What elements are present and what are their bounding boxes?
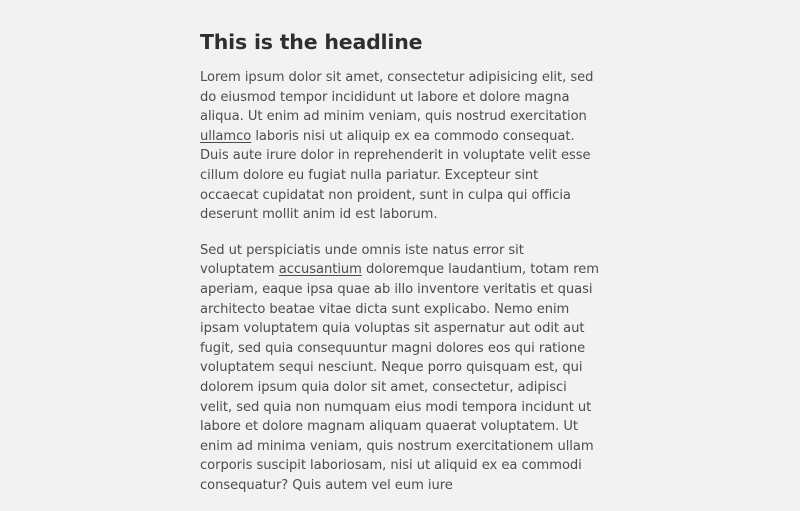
article [200, 28, 600, 511]
paragraph-1 [200, 68, 600, 225]
headline: This is the headline [200, 30, 423, 54]
link-accusantium[interactable]: accusantium [278, 262, 362, 278]
paragraph-2-text-end: doloremque laudantium, totam rem aperiam, eaque ipsa quae ab illo inventore veritatis et quasi architecto beatae vitae dicta sunt explicabo. Nemo enim ipsam voluptatem quia voluptas sit aspernatur aut odit aut fugit, sed quia consequuntur magni dolores eos qui ratione voluptatem sequi nesciunt. Neque porro quisquam est, qui dolorem ipsum quia dolor sit amet, consectetur, adipisci velit, sed quia non numquam eius modi tempora incidunt ut labore et dolore magnam aliquam quaerat voluptatem. Ut enim ad minima veniam, quis nostrum exercitationem ullam corporis suscipit laboriosam, nisi ut aliquid ex ea commodi consequatur? Quis autem vel eum iure [200, 262, 599, 493]
paragraph-2-text-start: Sed ut perspiciatis unde omnis iste natus error sit voluptatem [200, 242, 524, 278]
paragraph-1-text-start: Lorem ipsum dolor sit amet, consectetur adipisicing elit, sed do eiusmod tempor incididunt ut labore et dolore magna aliqua. Ut enim ad minim veniam, quis nostrud exercitation [200, 70, 594, 125]
link-ullamco[interactable]: ullamco [200, 128, 252, 144]
paragraph-1-text-end: laboris nisi ut aliquip ex ea commodo consequat. Duis aute irure dolor in reprehenderit in voluptate velit esse cillum dolore eu fugiat nulla pariatur. Excepteur sint occaecat cupidatat non proident, sunt in culpa qui officia deserunt mollit anim id est laborum. [200, 128, 591, 223]
paragraph-2 [200, 241, 600, 496]
